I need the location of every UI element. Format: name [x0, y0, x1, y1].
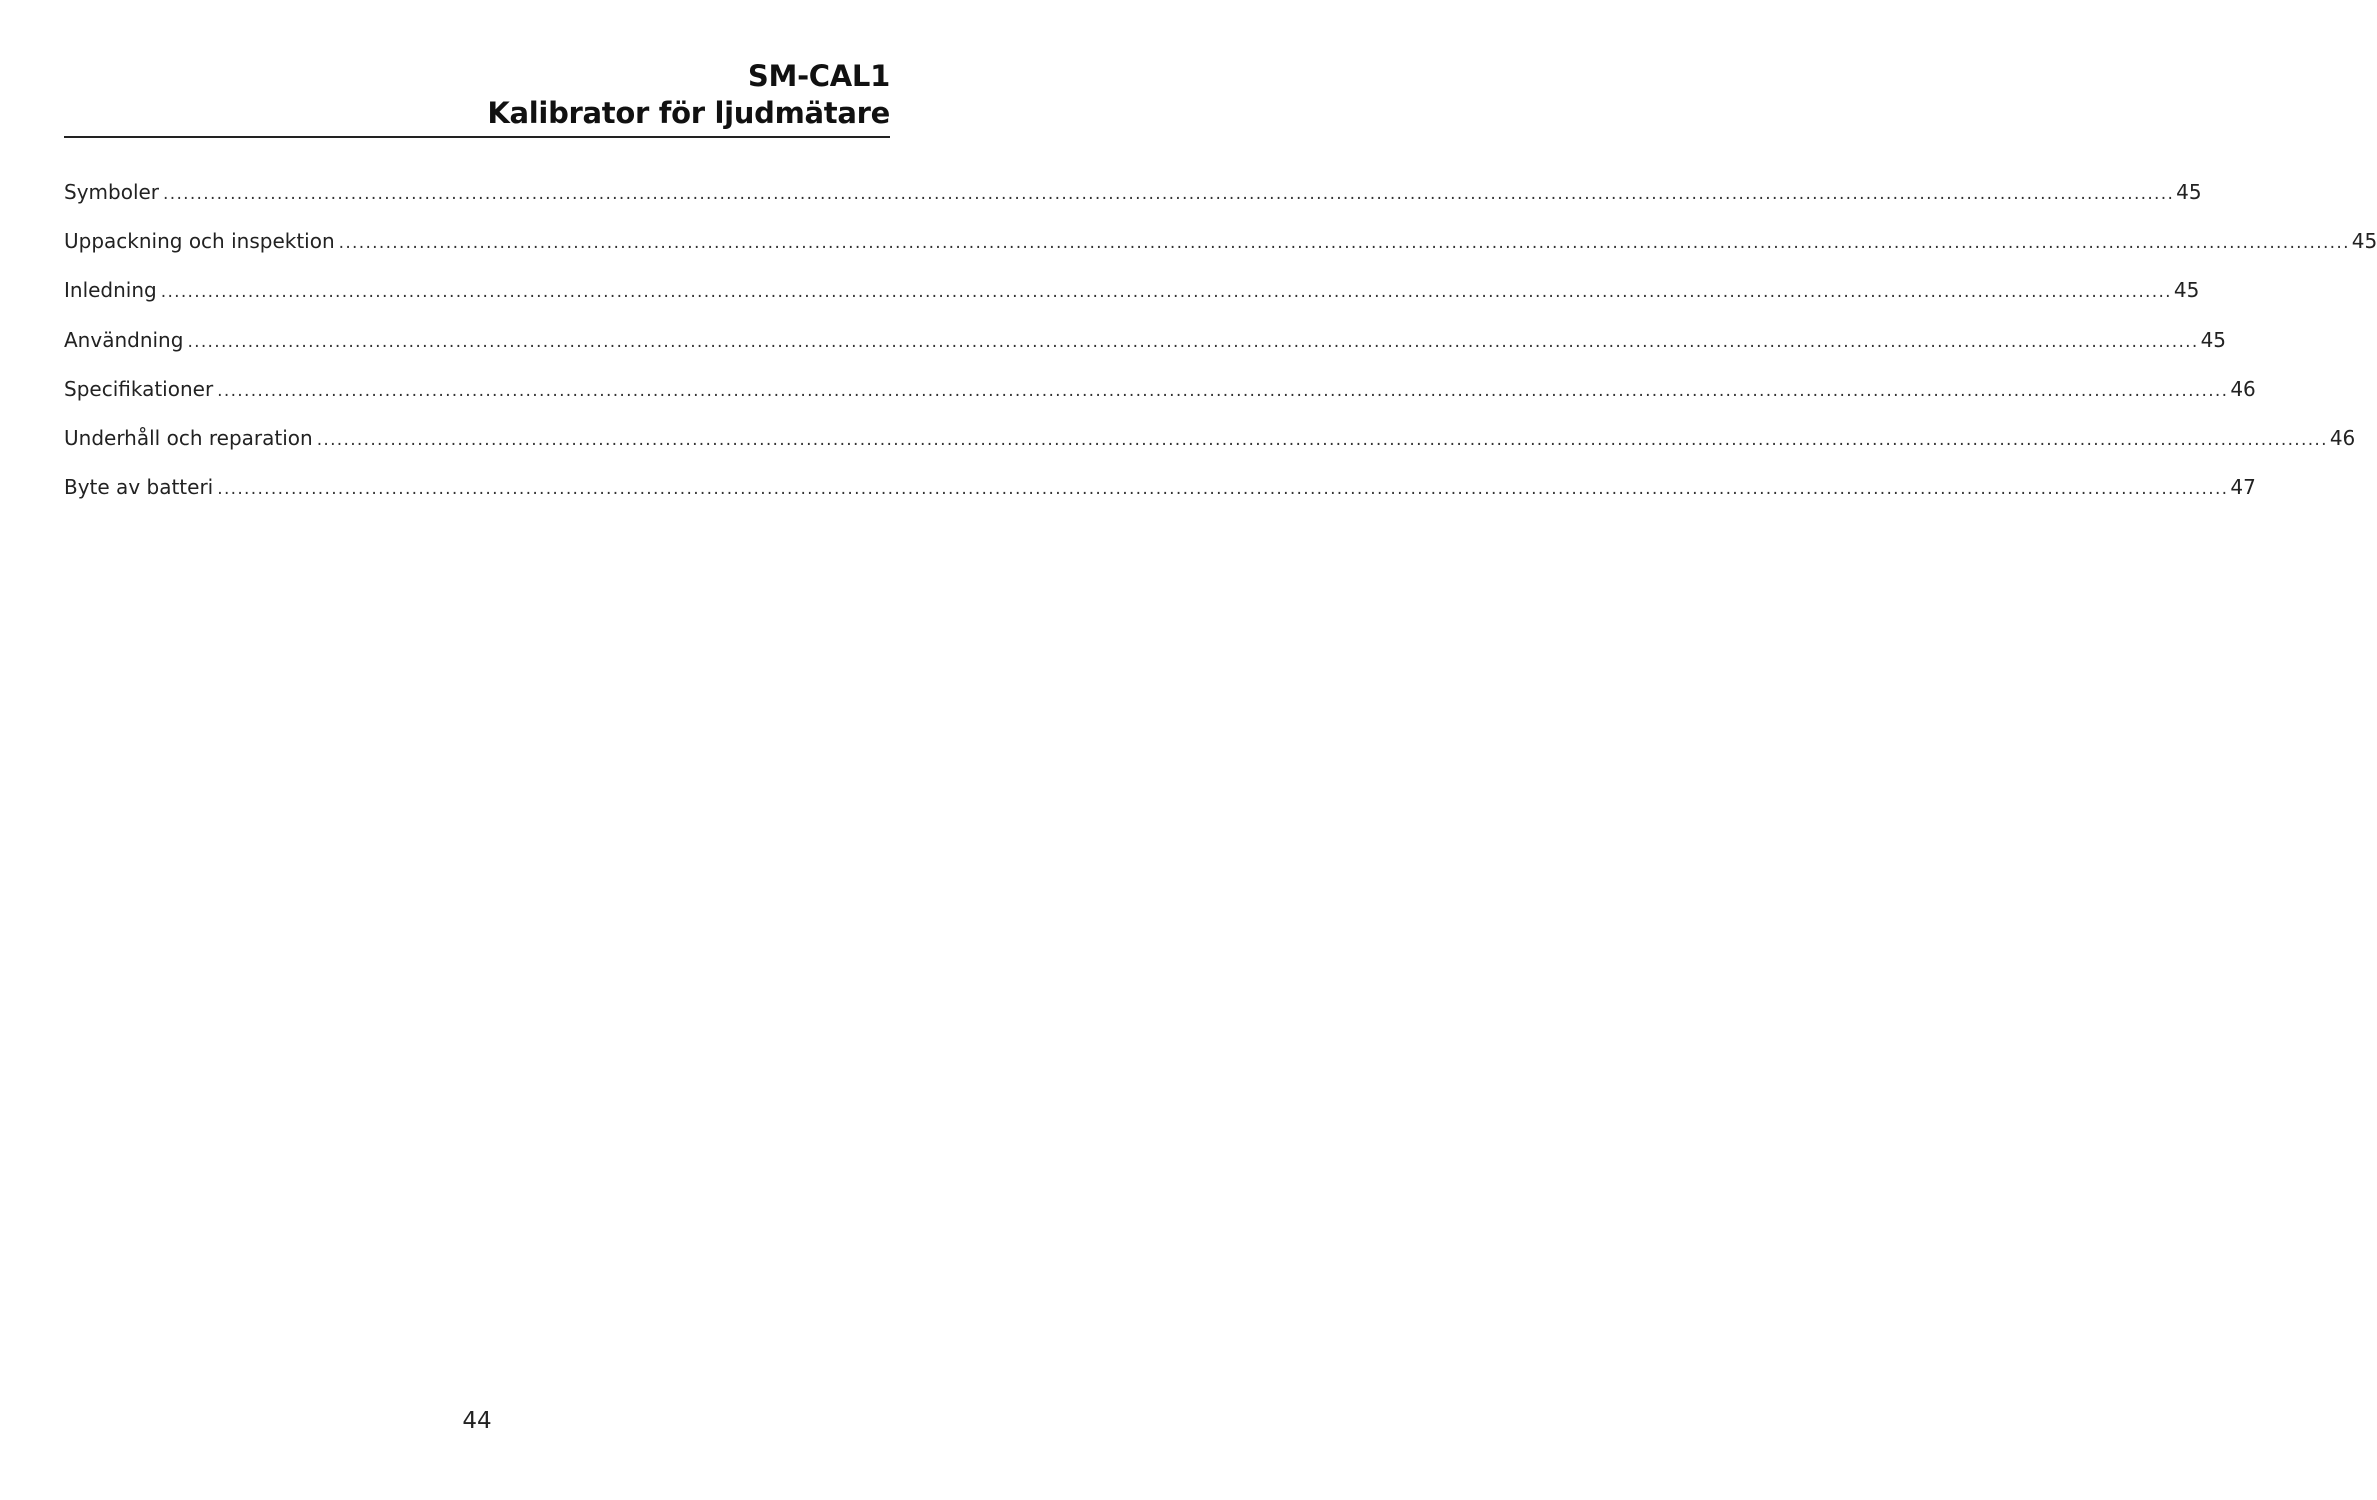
toc-entry-inledning[interactable]	[64, 278, 2200, 327]
model-title: SM-CAL1	[747, 59, 890, 93]
toc-entry-label: Uppackning och inspektion	[64, 229, 335, 254]
toc-entry-anvandning[interactable]	[64, 327, 2227, 377]
toc-entry-label: Symboler	[64, 180, 160, 204]
toc-entry-page: 46	[2329, 425, 2356, 450]
toc-entry-label: Byte av batteri	[64, 475, 214, 500]
toc-leader-dots: ............................................................................................................................................................................................................................................................................................................	[316, 429, 2328, 450]
toc-entry-label: Inledning	[64, 278, 157, 303]
toc-entry-label: Underhåll och reparation	[64, 425, 313, 450]
toc-entry-page: 46	[2230, 376, 2256, 401]
toc-entry-page: 47	[2230, 475, 2256, 500]
toc-entry-underhall[interactable]	[64, 425, 2356, 475]
toc-entry-specifikationer[interactable]	[64, 376, 2256, 426]
header-divider	[64, 136, 890, 138]
document-header	[64, 58, 890, 132]
toc-entry-page: 45	[2200, 327, 2227, 352]
table-of-contents	[64, 180, 2377, 524]
toc-leader-dots: ............................................................................................................................................................................................................................................................................................................	[217, 479, 2229, 500]
document-title: Kalibrator för ljudmätare	[487, 96, 890, 130]
toc-entry-label: Användning	[64, 327, 184, 352]
toc-leader-dots: ............................................................................................................................................................................................................................................................................................................	[160, 282, 2172, 303]
toc-entry-symboler[interactable]	[64, 180, 2202, 229]
toc-entry-batteri[interactable]	[64, 475, 2256, 524]
toc-leader-dots: ............................................................................................................................................................................................................................................................................................................	[217, 380, 2229, 401]
toc-entry-label: Specifikationer	[64, 376, 214, 401]
toc-leader-dots: ............................................................................................................................................................................................................................................................................................................	[187, 331, 2199, 352]
toc-leader-dots: ............................................................................................................................................................................................................................................................................................................	[163, 184, 2175, 204]
toc-entry-page: 45	[2176, 180, 2202, 204]
toc-leader-dots: ............................................................................................................................................................................................................................................................................................................	[338, 233, 2350, 254]
toc-entry-page: 45	[2351, 229, 2377, 254]
page-number: 44	[462, 1408, 492, 1434]
toc-entry-page: 45	[2173, 278, 2200, 303]
toc-entry-uppackning[interactable]	[64, 229, 2377, 278]
